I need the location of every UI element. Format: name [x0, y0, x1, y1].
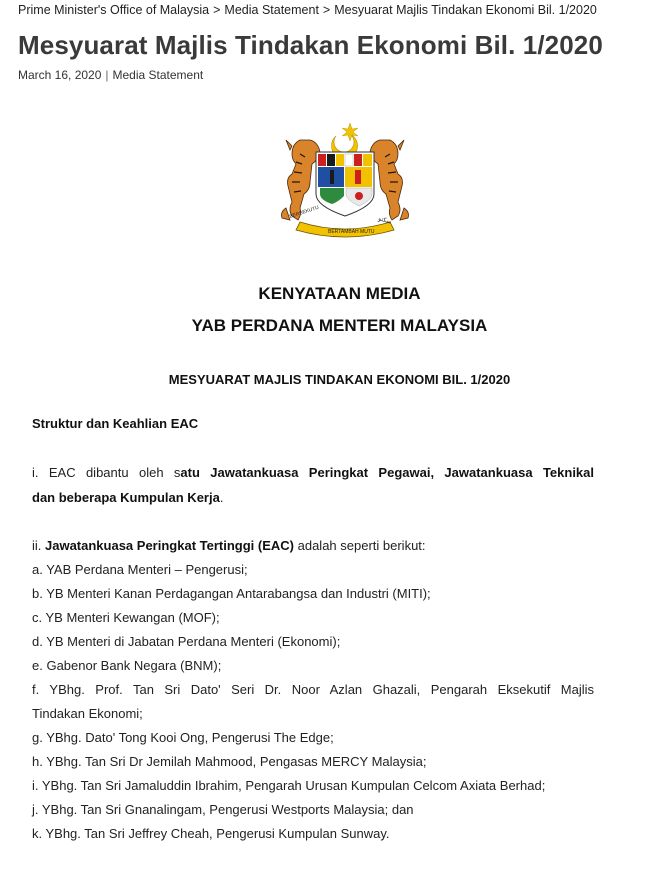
breadcrumb: [18, 3, 597, 17]
category-link[interactable]: Media Statement: [112, 68, 204, 82]
list-item: g. YBhg. Dato' Tong Kooi Ong, Pengerusi The Edge;: [32, 730, 334, 745]
list-item: h. YBhg. Tan Sri Dr Jemilah Mahmood, Pengasas MERCY Malaysia;: [32, 754, 427, 769]
list-item: k. YBhg. Tan Sri Jeffrey Cheah, Pengerusi Kumpulan Sunway.: [32, 826, 390, 841]
crest-motto-left: BERSEKUTU: [288, 204, 320, 220]
list-item: j. YBhg. Tan Sri Gnanalingam, Pengerusi Westports Malaysia; dan: [32, 802, 414, 817]
crest-motto-right: سکتو: [377, 215, 393, 226]
list-item-continuation: Tindakan Ekonomi;: [32, 706, 143, 721]
list-item: e. Gabenor Bank Negara (BNM);: [32, 658, 222, 673]
paragraph-i-line1: i. EAC dibantu oleh satu Jawatankuasa Peringkat Pegawai, Jawatankuasa Teknikal: [32, 465, 595, 480]
statement-heading: KENYATAAN MEDIA: [258, 284, 421, 303]
section-title: Struktur dan Keahlian EAC: [32, 416, 199, 431]
list-item: f. YBhg. Prof. Tan Sri Dato' Seri Dr. Noor Azlan Ghazali, Pengarah Eksekutif Majlis: [32, 682, 594, 697]
article-date: March 16, 2020: [18, 68, 102, 82]
meta-separator: |: [105, 68, 109, 82]
statement-heading-pm: YAB PERDANA MENTERI MALAYSIA: [191, 316, 488, 335]
list-item: c. YB Menteri Kewangan (MOF);: [32, 610, 220, 625]
breadcrumb-separator: >: [322, 3, 331, 17]
breadcrumb-link-media-statement[interactable]: Media Statement: [224, 3, 319, 17]
paragraph-i-line2: dan beberapa Kumpulan Kerja.: [32, 490, 224, 505]
coat-of-arms-image: [270, 118, 420, 246]
article-meta: [18, 68, 203, 82]
breadcrumb-current: Mesyuarat Majlis Tindakan Ekonomi Bil. 1/2020: [334, 3, 597, 17]
paragraph-ii: ii. Jawatankuasa Peringkat Tertinggi (EAC) adalah seperti berikut:: [32, 538, 426, 553]
crest-motto-bottom: BERTAMBAH MUTU: [328, 229, 375, 235]
page-title: Mesyuarat Majlis Tindakan Ekonomi Bil. 1/2020: [18, 30, 603, 60]
list-item: i. YBhg. Tan Sri Jamaluddin Ibrahim, Pengarah Urusan Kumpulan Celcom Axiata Berhad;: [32, 778, 546, 793]
list-item: a. YAB Perdana Menteri – Pengerusi;: [32, 562, 248, 577]
breadcrumb-link-home[interactable]: Prime Minister's Office of Malaysia: [18, 3, 210, 17]
statement-subheading: MESYUARAT MAJLIS TINDAKAN EKONOMI BIL. 1/2020: [168, 372, 511, 387]
list-item: b. YB Menteri Kanan Perdagangan Antarabangsa dan Industri (MITI);: [32, 586, 431, 601]
breadcrumb-separator: >: [213, 3, 221, 17]
list-item: d. YB Menteri di Jabatan Perdana Menteri (Ekonomi);: [32, 634, 341, 649]
